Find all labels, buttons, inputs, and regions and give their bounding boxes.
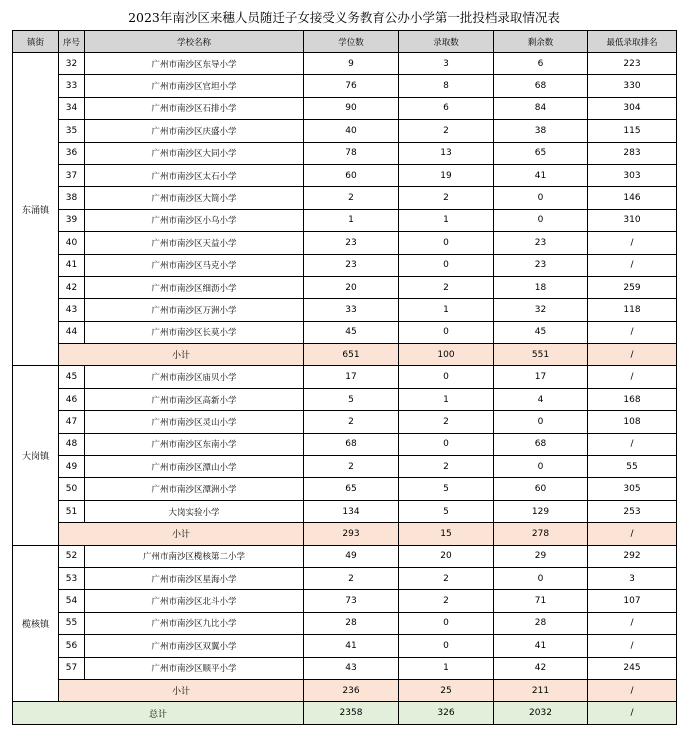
seq-cell: 39 [59, 209, 85, 231]
subtotal-rank: / [588, 523, 677, 545]
total-label: 总计 [13, 702, 304, 725]
admitted-cell: 0 [399, 366, 494, 388]
remaining-cell: 18 [494, 276, 588, 298]
subtotal-label: 小计 [59, 523, 304, 545]
subtotal-label: 小计 [59, 679, 304, 701]
school-name-cell: 广州市南沙区东导小学 [85, 53, 304, 75]
admitted-cell: 1 [399, 209, 494, 231]
table-row [13, 433, 677, 455]
subtotal-admitted: 15 [399, 523, 494, 545]
school-name-cell: 广州市南沙区大同小学 [85, 142, 304, 164]
sheet-title: 2023年南沙区来穗人员随迁子女接受义务教育公办小学第一批投档录取情况表 [128, 10, 560, 25]
table-row [13, 299, 677, 321]
school-name-cell: 广州市南沙区细沥小学 [85, 276, 304, 298]
seats-cell: 20 [304, 276, 399, 298]
seats-cell: 43 [304, 657, 399, 679]
table-row [13, 120, 677, 142]
rank-cell: 168 [588, 388, 677, 410]
admitted-cell: 5 [399, 500, 494, 522]
remaining-cell: 29 [494, 545, 588, 567]
admitted-cell: 2 [399, 187, 494, 209]
table-row [13, 545, 677, 567]
seats-cell: 76 [304, 75, 399, 97]
school-name-cell: 广州市南沙区潭山小学 [85, 456, 304, 478]
remaining-cell: 0 [494, 567, 588, 589]
admitted-cell: 20 [399, 545, 494, 567]
rank-cell: 3 [588, 567, 677, 589]
remaining-cell: 68 [494, 75, 588, 97]
admission-table [12, 30, 677, 725]
seats-cell: 2 [304, 187, 399, 209]
school-name-cell: 大岗实验小学 [85, 500, 304, 522]
total-remaining: 2032 [494, 702, 588, 725]
admitted-cell: 0 [399, 254, 494, 276]
total-row [13, 702, 677, 725]
admitted-cell: 0 [399, 635, 494, 657]
seq-cell: 45 [59, 366, 85, 388]
seats-cell: 90 [304, 97, 399, 119]
seats-cell: 60 [304, 164, 399, 186]
remaining-cell: 23 [494, 232, 588, 254]
remaining-cell: 71 [494, 590, 588, 612]
admitted-cell: 2 [399, 411, 494, 433]
table-row [13, 97, 677, 119]
rank-cell: 146 [588, 187, 677, 209]
subtotal-admitted: 100 [399, 344, 494, 366]
town-name: 东涌镇 [13, 53, 59, 366]
header-town: 镇街 [13, 31, 59, 53]
seats-cell: 73 [304, 590, 399, 612]
seats-cell: 33 [304, 299, 399, 321]
subtotal-seats: 236 [304, 679, 399, 701]
school-name-cell: 广州市南沙区灵山小学 [85, 411, 304, 433]
admitted-cell: 6 [399, 97, 494, 119]
total-seats: 2358 [304, 702, 399, 725]
table-row [13, 456, 677, 478]
rank-cell: 259 [588, 276, 677, 298]
admitted-cell: 13 [399, 142, 494, 164]
seq-cell: 56 [59, 635, 85, 657]
school-name-cell: 广州市南沙区长莫小学 [85, 321, 304, 343]
rank-cell: / [588, 232, 677, 254]
seats-cell: 9 [304, 53, 399, 75]
rank-cell: 292 [588, 545, 677, 567]
rank-cell: 108 [588, 411, 677, 433]
rank-cell: / [588, 366, 677, 388]
rank-cell: / [588, 321, 677, 343]
seq-cell: 50 [59, 478, 85, 500]
admitted-cell: 1 [399, 388, 494, 410]
subtotal-label: 小计 [59, 344, 304, 366]
header-rank: 最低录取排名 [588, 31, 677, 53]
seats-cell: 1 [304, 209, 399, 231]
header-seq: 序号 [59, 31, 85, 53]
seats-cell: 49 [304, 545, 399, 567]
seats-cell: 28 [304, 612, 399, 634]
rank-cell: / [588, 254, 677, 276]
seq-cell: 54 [59, 590, 85, 612]
admitted-cell: 0 [399, 612, 494, 634]
seq-cell: 32 [59, 53, 85, 75]
table-row [13, 232, 677, 254]
seq-cell: 37 [59, 164, 85, 186]
remaining-cell: 45 [494, 321, 588, 343]
seq-cell: 47 [59, 411, 85, 433]
rank-cell: 115 [588, 120, 677, 142]
school-name-cell: 广州市南沙区北斗小学 [85, 590, 304, 612]
seq-cell: 38 [59, 187, 85, 209]
table-row [13, 53, 677, 75]
table-row [13, 75, 677, 97]
admitted-cell: 2 [399, 590, 494, 612]
seq-cell: 42 [59, 276, 85, 298]
rank-cell: 330 [588, 75, 677, 97]
seq-cell: 57 [59, 657, 85, 679]
table-row [13, 209, 677, 231]
remaining-cell: 65 [494, 142, 588, 164]
school-name-cell: 广州市南沙区官坦小学 [85, 75, 304, 97]
remaining-cell: 17 [494, 366, 588, 388]
header-school: 学校名称 [85, 31, 304, 53]
remaining-cell: 23 [494, 254, 588, 276]
remaining-cell: 0 [494, 187, 588, 209]
rank-cell: 283 [588, 142, 677, 164]
subtotal-rank: / [588, 679, 677, 701]
subtotal-admitted: 25 [399, 679, 494, 701]
total-rank: / [588, 702, 677, 725]
subtotal-remaining: 551 [494, 344, 588, 366]
school-name-cell: 广州市南沙区星海小学 [85, 567, 304, 589]
seats-cell: 41 [304, 635, 399, 657]
admitted-cell: 8 [399, 75, 494, 97]
remaining-cell: 0 [494, 209, 588, 231]
rank-cell: 107 [588, 590, 677, 612]
school-name-cell: 广州市南沙区太石小学 [85, 164, 304, 186]
admitted-cell: 1 [399, 299, 494, 321]
school-name-cell: 广州市南沙区大简小学 [85, 187, 304, 209]
school-name-cell: 广州市南沙区顺平小学 [85, 657, 304, 679]
remaining-cell: 41 [494, 164, 588, 186]
remaining-cell: 32 [494, 299, 588, 321]
remaining-cell: 0 [494, 456, 588, 478]
subtotal-seats: 651 [304, 344, 399, 366]
town-name: 榄核镇 [13, 545, 59, 702]
school-name-cell: 广州市南沙区万洲小学 [85, 299, 304, 321]
subtotal-row [13, 523, 677, 545]
seq-cell: 35 [59, 120, 85, 142]
school-name-cell: 广州市南沙区石排小学 [85, 97, 304, 119]
school-name-cell: 广州市南沙区潭洲小学 [85, 478, 304, 500]
admitted-cell: 0 [399, 321, 494, 343]
rank-cell: 245 [588, 657, 677, 679]
total-admitted: 326 [399, 702, 494, 725]
seq-cell: 46 [59, 388, 85, 410]
header-remaining: 剩余数 [494, 31, 588, 53]
school-name-cell: 广州市南沙区天益小学 [85, 232, 304, 254]
school-name-cell: 广州市南沙区九比小学 [85, 612, 304, 634]
school-name-cell: 广州市南沙区马克小学 [85, 254, 304, 276]
seats-cell: 45 [304, 321, 399, 343]
rank-cell: 303 [588, 164, 677, 186]
school-name-cell: 广州市南沙区榄核第二小学 [85, 545, 304, 567]
admitted-cell: 2 [399, 120, 494, 142]
seq-cell: 40 [59, 232, 85, 254]
table-row [13, 187, 677, 209]
rank-cell: / [588, 612, 677, 634]
remaining-cell: 129 [494, 500, 588, 522]
header-seats: 学位数 [304, 31, 399, 53]
admitted-cell: 1 [399, 657, 494, 679]
remaining-cell: 60 [494, 478, 588, 500]
remaining-cell: 38 [494, 120, 588, 142]
seats-cell: 2 [304, 411, 399, 433]
table-row [13, 142, 677, 164]
rank-cell: 304 [588, 97, 677, 119]
table-row [13, 164, 677, 186]
rank-cell: 305 [588, 478, 677, 500]
rank-cell: / [588, 635, 677, 657]
school-name-cell: 广州市南沙区小乌小学 [85, 209, 304, 231]
seats-cell: 134 [304, 500, 399, 522]
remaining-cell: 41 [494, 635, 588, 657]
table-row [13, 254, 677, 276]
admitted-cell: 2 [399, 567, 494, 589]
admitted-cell: 0 [399, 232, 494, 254]
rank-cell: 310 [588, 209, 677, 231]
school-name-cell: 广州市南沙区高新小学 [85, 388, 304, 410]
seq-cell: 53 [59, 567, 85, 589]
school-name-cell: 广州市南沙区双翼小学 [85, 635, 304, 657]
seats-cell: 40 [304, 120, 399, 142]
table-row [13, 478, 677, 500]
table-row [13, 567, 677, 589]
header-row [13, 31, 677, 53]
remaining-cell: 42 [494, 657, 588, 679]
subtotal-seats: 293 [304, 523, 399, 545]
seq-cell: 52 [59, 545, 85, 567]
table-row [13, 635, 677, 657]
seats-cell: 5 [304, 388, 399, 410]
rank-cell: 118 [588, 299, 677, 321]
remaining-cell: 4 [494, 388, 588, 410]
admitted-cell: 19 [399, 164, 494, 186]
table-row [13, 657, 677, 679]
remaining-cell: 28 [494, 612, 588, 634]
town-name: 大岗镇 [13, 366, 59, 545]
seq-cell: 43 [59, 299, 85, 321]
admitted-cell: 2 [399, 276, 494, 298]
seats-cell: 68 [304, 433, 399, 455]
seats-cell: 2 [304, 567, 399, 589]
seats-cell: 17 [304, 366, 399, 388]
admitted-cell: 2 [399, 456, 494, 478]
rank-cell: 55 [588, 456, 677, 478]
rank-cell: / [588, 433, 677, 455]
seq-cell: 49 [59, 456, 85, 478]
seq-cell: 55 [59, 612, 85, 634]
remaining-cell: 0 [494, 411, 588, 433]
school-name-cell: 广州市南沙区庙贝小学 [85, 366, 304, 388]
remaining-cell: 84 [494, 97, 588, 119]
remaining-cell: 68 [494, 433, 588, 455]
admitted-cell: 5 [399, 478, 494, 500]
school-name-cell: 广州市南沙区庆盛小学 [85, 120, 304, 142]
seats-cell: 65 [304, 478, 399, 500]
seats-cell: 78 [304, 142, 399, 164]
seq-cell: 34 [59, 97, 85, 119]
subtotal-row [13, 679, 677, 701]
subtotal-remaining: 278 [494, 523, 588, 545]
admitted-cell: 0 [399, 433, 494, 455]
table-row [13, 612, 677, 634]
seats-cell: 2 [304, 456, 399, 478]
seq-cell: 44 [59, 321, 85, 343]
school-name-cell: 广州市南沙区东南小学 [85, 433, 304, 455]
remaining-cell: 6 [494, 53, 588, 75]
seq-cell: 41 [59, 254, 85, 276]
rank-cell: 223 [588, 53, 677, 75]
table-row [13, 411, 677, 433]
header-admitted: 录取数 [399, 31, 494, 53]
seq-cell: 36 [59, 142, 85, 164]
table-body [13, 53, 677, 725]
subtotal-row [13, 344, 677, 366]
seq-cell: 48 [59, 433, 85, 455]
admitted-cell: 3 [399, 53, 494, 75]
table-row [13, 321, 677, 343]
seq-cell: 51 [59, 500, 85, 522]
seats-cell: 23 [304, 254, 399, 276]
table-row [13, 276, 677, 298]
admission-sheet [12, 6, 676, 725]
subtotal-rank: / [588, 344, 677, 366]
table-row [13, 500, 677, 522]
seats-cell: 23 [304, 232, 399, 254]
rank-cell: 253 [588, 500, 677, 522]
table-row [13, 366, 677, 388]
table-row [13, 590, 677, 612]
seq-cell: 33 [59, 75, 85, 97]
subtotal-remaining: 211 [494, 679, 588, 701]
table-row [13, 388, 677, 410]
